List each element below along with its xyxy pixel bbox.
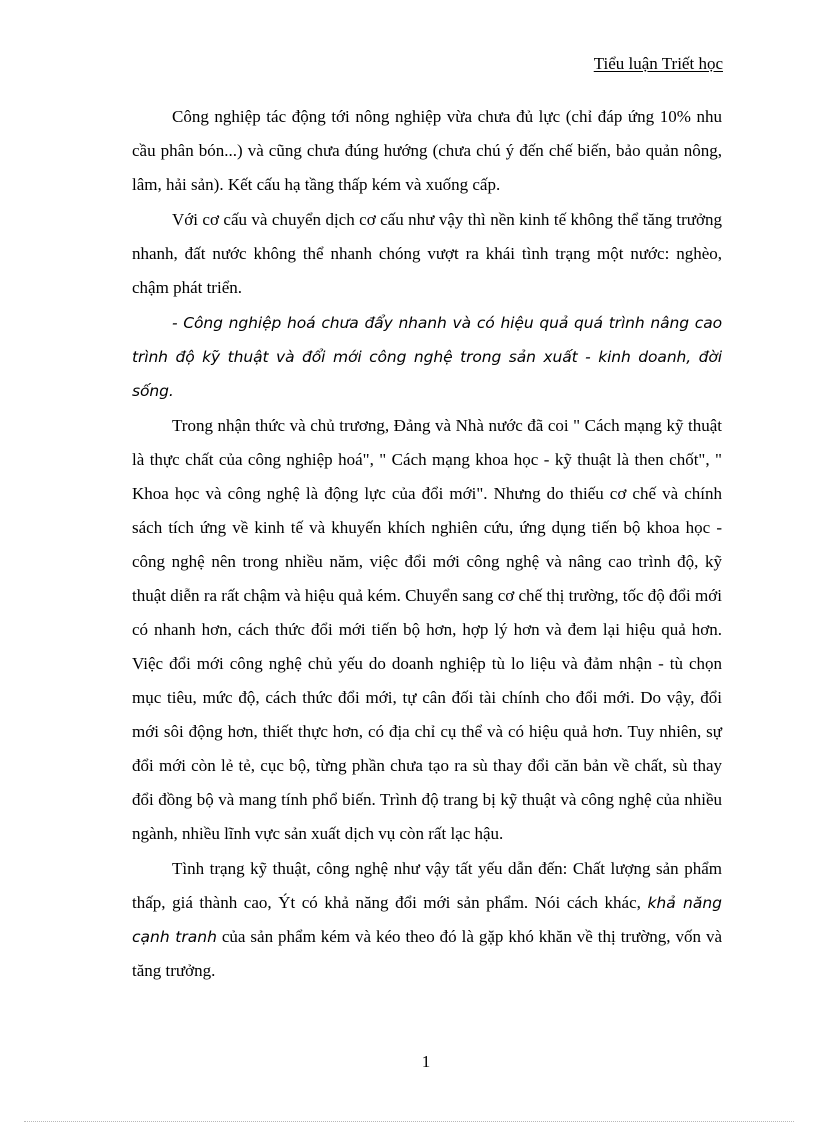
page-bottom-divider <box>24 1121 794 1122</box>
paragraph-technology-renewal: Trong nhận thức và chủ trương, Đảng và Nhà nước đã coi " Cách mạng kỹ thuật là thực chất của công nghiệp hoá", " Cách mạng khoa học - kỹ thuật là then chốt", " Khoa học và công nghệ là động lực của đổi mới". Nhưng do thiếu cơ chế và chính sách tích ứng về kinh tế và khuyến khích nghiên cứu, ứng dụng tiến bộ khoa học - công nghệ nên trong nhiều năm, việc đổi mới công nghệ và nâng cao trình độ, kỹ thuật diễn ra rất chậm và hiệu quả kém. Chuyển sang cơ chế thị trường, tốc độ đổi mới có nhanh hơn, cách thức đổi mới tiến bộ hơn, hợp lý hơn và đem lại hiệu quả hơn. Việc đổi mới công nghệ chủ yếu do doanh nghiệp tù lo liệu và đảm nhận - tù chọn mục tiêu, mức độ, cách thức đổi mới, tự cân đối tài chính cho đổi mới. Do vậy, đổi mới sôi động hơn, thiết thực hơn, có địa chỉ cụ thể và có hiệu quả hơn. Tuy nhiên, sự đổi mới còn lẻ tẻ, cục bộ, từng phần chưa tạo ra sù thay đổi căn bản về chất, sù thay đổi đồng bộ và mang tính phổ biến. Trình độ trang bị kỹ thuật và công nghệ của nhiều ngành, nhiều lĩnh vực sản xuất dịch vụ còn rất lạc hậu. <box>132 416 722 843</box>
consequences-lead-text: Tình trạng kỹ thuật, công nghệ như vậy tất yếu dẫn đến: Chất lượng sản phẩm thấp, giá thành cao, Ýt có khả năng đổi mới sản phẩm. Nói cách khác, <box>132 859 722 912</box>
document-body <box>132 100 722 989</box>
paragraph-economic-structure: Với cơ cấu và chuyển dịch cơ cấu như vậy thì nền kinh tế không thể tăng trưởng nhanh, đất nước không thể nhanh chóng vượt ra khái tình trạng một nước: nghèo, chậm phát triển. <box>132 210 722 297</box>
paragraph-industry-agriculture: Công nghiệp tác động tới nông nghiệp vừa chưa đủ lực (chỉ đáp ứng 10% nhu cầu phân bón...) và cũng chưa đúng hướng (chưa chú ý đến chế biến, bảo quản nông, lâm, hải sản). Kết cấu hạ tầng thấp kém và xuống cấp. <box>132 107 722 194</box>
page-number: 1 <box>421 1052 431 1071</box>
document-header-title: Tiểu luận Triết học <box>593 54 723 73</box>
paragraph-consequences <box>132 852 722 988</box>
competitiveness-emphasis: khả năng cạnh tranh <box>132 894 722 946</box>
consequences-tail-text: của sản phẩm kém và kéo theo đó là gặp khó khăn về thị trường, vốn và tăng trưởng. <box>132 927 722 980</box>
paragraph-italic-point: - Công nghiệp hoá chưa đẩy nhanh và có hiệu quả quá trình nâng cao trình độ kỹ thuật và đổi mới công nghệ trong sản xuất - kinh doanh, đời sống. <box>132 314 722 400</box>
